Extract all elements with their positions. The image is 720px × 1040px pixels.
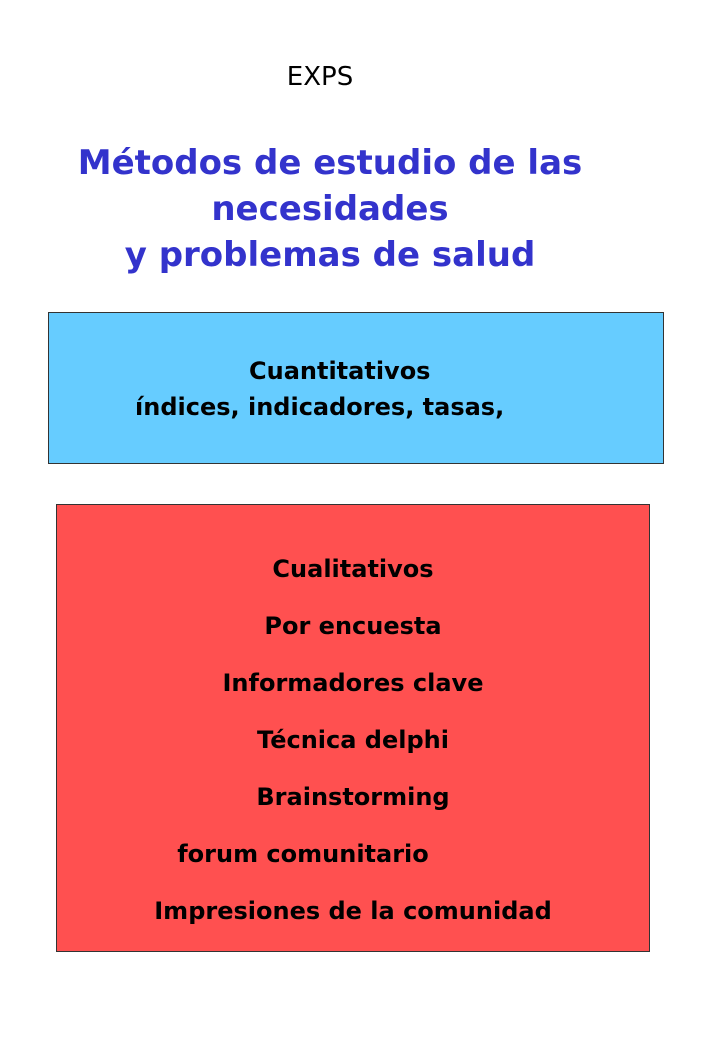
list-item: forum comunitario bbox=[177, 840, 429, 868]
list-item: Técnica delphi bbox=[257, 726, 449, 754]
title-line-1: Métodos de estudio de las bbox=[77, 143, 583, 183]
page-title bbox=[20, 140, 640, 278]
header-label: EXPS bbox=[286, 62, 354, 92]
quantitative-methods-box bbox=[48, 312, 664, 464]
title-line-3: y problemas de salud bbox=[124, 235, 536, 275]
qualitative-heading: Cualitativos bbox=[272, 555, 434, 583]
qualitative-list bbox=[57, 541, 649, 940]
quantitative-items: índices, indicadores, tasas, bbox=[135, 393, 505, 421]
title-line-2: necesidades bbox=[211, 189, 449, 229]
list-item: Por encuesta bbox=[264, 612, 442, 640]
list-item: Impresiones de la comunidad bbox=[154, 897, 552, 925]
quantitative-heading: Cuantitativos bbox=[249, 357, 431, 385]
list-item: Informadores clave bbox=[222, 669, 484, 697]
qualitative-methods-box bbox=[56, 504, 650, 952]
list-item: Brainstorming bbox=[256, 783, 450, 811]
